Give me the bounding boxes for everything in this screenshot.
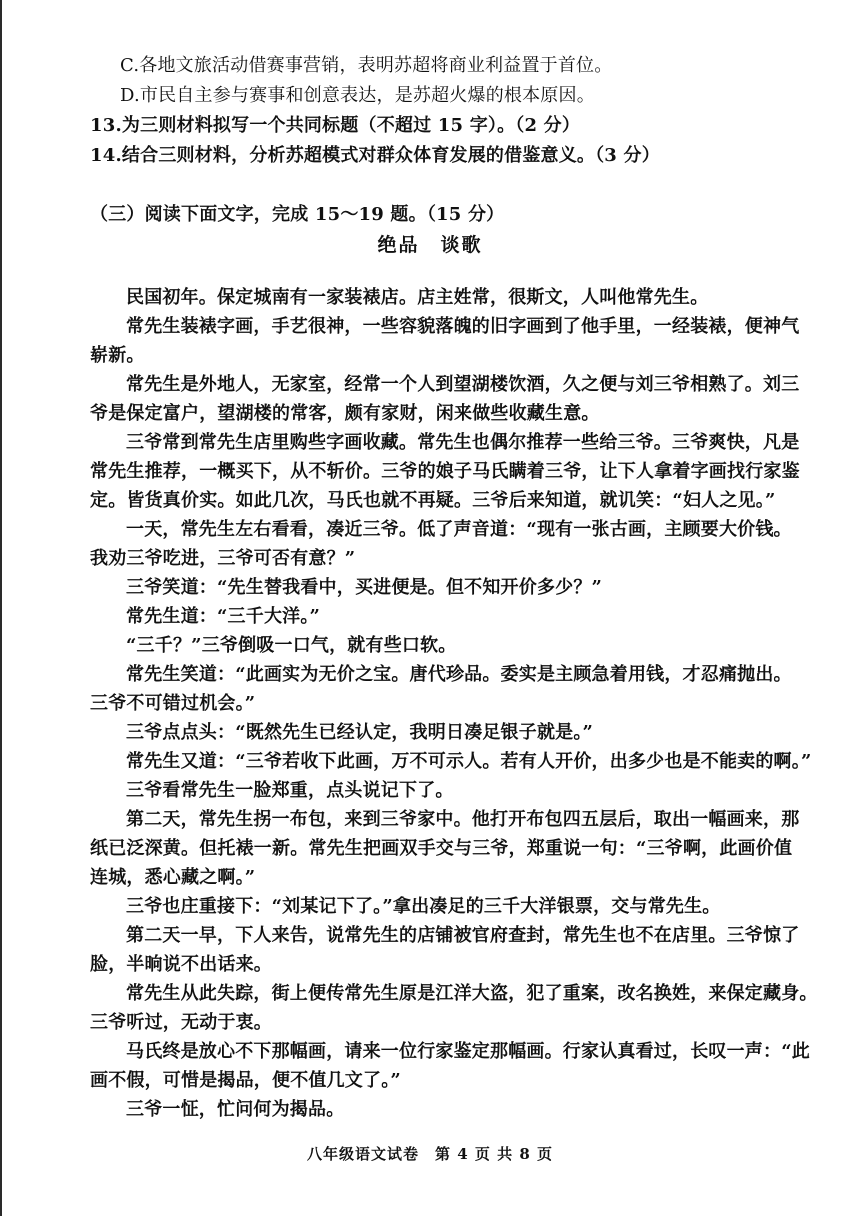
story-line: 画不假，可惜是揭品，便不值几文了。” [90,1070,401,1091]
story-line: 三爷不可错过机会。” [90,693,256,714]
story-line: 三爷常到常先生店里购些字画收藏。常先生也偶尔推荐一些给三爷。三爷爽快，凡是 [126,432,800,453]
story-line: 民国初年。保定城南有一家装裱店。店主姓常，很斯文，人叫他常先生。 [126,287,709,308]
story-line: 爷是保定富户，望湖楼的常客，颇有家财，闲来做些收藏生意。 [90,403,600,424]
story-line: 纸已泛深黄。但托裱一新。常先生把画双手交与三爷，郑重说一句：“三爷啊，此画价值 [90,838,793,859]
question-14: 14.结合三则材料，分析苏超模式对群众体育发展的借鉴意义。（3 分） [90,145,660,166]
story-line: 三爷一怔，忙问何为揭品。 [126,1099,345,1120]
option-d: D.市民自主参与赛事和创意表达，是苏超火爆的根本原因。 [120,85,595,106]
story-line: 常先生从此失踪，街上便传常先生原是江洋大盗，犯了重案，改名换姓，来保定藏身。 [126,983,818,1004]
story-line: 常先生道：“三千大洋。” [126,606,321,627]
story-line: 马氏终是放心不下那幅画，请来一位行家鉴定那幅画。行家认真看过，长叹一声：“此 [126,1041,810,1062]
story-line: 第二天，常先生拐一布包，来到三爷家中。他打开布包四五层后，取出一幅画来，那 [126,809,800,830]
question-13: 13.为三则材料拟写一个共同标题（不超过 15 字）。（2 分） [90,115,581,136]
story-line: 常先生笑道：“此画实为无价之宝。唐代珍品。委实是主顾急着用钱，才忍痛抛出。 [126,664,792,685]
story-line: “三千？”三爷倒吸一口气，就有些口软。 [126,635,457,656]
story-line: 定。皆货真价实。如此几次，马氏也就不再疑。三爷后来知道，就讥笑：“妇人之见。” [90,490,776,511]
page-footer: 八年级语文试卷 第 4 页 共 8 页 [307,1145,553,1163]
story-line: 常先生装裱字画，手艺很神，一些容貌落魄的旧字画到了他手里，一经装裱，便神气 [126,316,800,337]
story-line: 常先生推荐，一概买下，从不斩价。三爷的娘子马氏瞒着三爷，让下人拿着字画找行家鉴 [90,461,800,482]
section-heading: （三）阅读下面文字，完成 15～19 题。（15 分） [90,204,505,225]
story-line: 三爷听过，无动于衷。 [90,1012,272,1033]
story-line: 我劝三爷吃进，三爷可否有意？” [90,548,356,569]
story-line: 连城，悉心藏之啊。” [90,867,256,888]
story-line: 常先生是外地人，无家室，经常一个人到望湖楼饮酒，久之便与刘三爷相熟了。刘三 [126,374,800,395]
option-c: C.各地文旅活动借赛事营销，表明苏超将商业利益置于首位。 [120,55,613,76]
story-title: 绝品 谈歌 [377,234,483,256]
story-line: 脸，半晌说不出话来。 [90,954,272,975]
story-line: 常先生又道：“三爷若收下此画，万不可示人。若有人开价，出多少也是不能卖的啊。” [126,751,812,772]
story-line: 三爷笑道：“先生替我看中，买进便是。但不知开价多少？” [126,577,603,598]
story-line: 三爷点点头：“既然先生已经认定，我明日凑足银子就是。” [126,722,594,743]
story-line: 三爷看常先生一脸郑重，点头说记下了。 [126,780,454,801]
story-line: 三爷也庄重接下：“刘某记下了。”拿出凑足的三千大洋银票，交与常先生。 [126,896,721,917]
page-edge-line [0,0,2,1216]
story-line: 崭新。 [90,345,145,366]
story-line: 一天，常先生左右看看，凑近三爷。低了声音道：“现有一张古画，主顾要大价钱。 [126,519,792,540]
story-line: 第二天一早，下人来告，说常先生的店铺被官府查封，常先生也不在店里。三爷惊了 [126,925,800,946]
